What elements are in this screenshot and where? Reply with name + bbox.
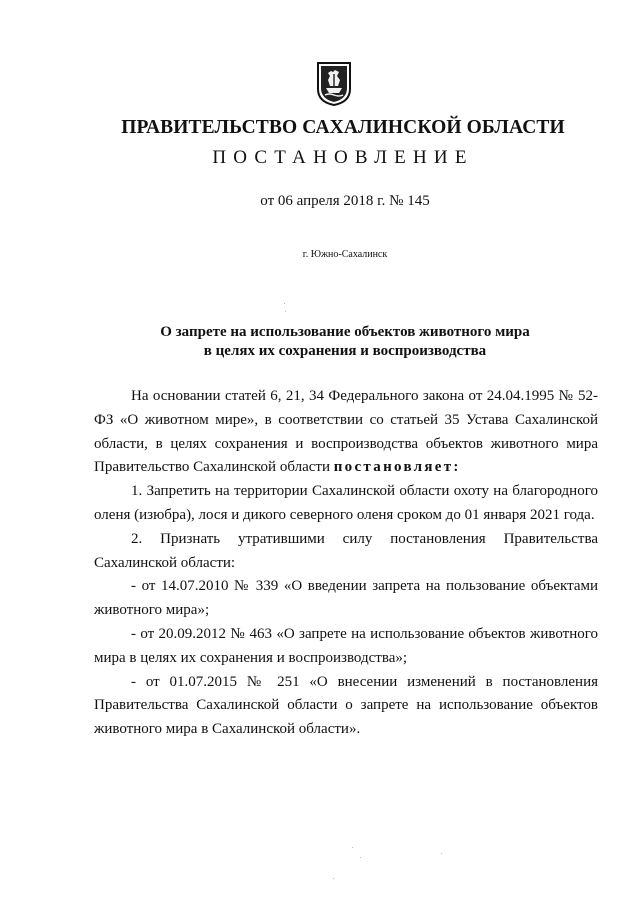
scan-speck xyxy=(333,878,334,879)
decree-word: постановляет: xyxy=(333,459,461,476)
subject-line-2: в целях их сохранения и воспроизводства xyxy=(203,343,487,359)
document-city: г. Южно-Сахалинск xyxy=(302,249,388,260)
scan-speck xyxy=(360,857,361,858)
scan-speck xyxy=(285,311,286,312)
subject-line-1: О запрете на использование объектов животного мира xyxy=(160,324,530,340)
scan-speck xyxy=(441,853,442,854)
preamble-paragraph xyxy=(94,385,598,480)
coat-of-arms-icon xyxy=(317,62,351,106)
document-subject xyxy=(0,323,640,361)
repealed-decree-2: - от 20.09.2012 № 463 «О запрете на использование объектов животного мира в целях их сохранения и воспроизводства»; xyxy=(94,625,598,666)
repealed-decree-1: - от 14.07.2010 № 339 «О введении запрета на пользование объектами животного мира»; xyxy=(94,578,598,619)
document-type: ПОСТАНОВЛЕНИЕ xyxy=(212,147,474,168)
organization-title: ПРАВИТЕЛЬСТВО САХАЛИНСКОЙ ОБЛАСТИ xyxy=(121,117,565,138)
document-body xyxy=(94,385,598,742)
preamble-text: На основании статей 6, 21, 34 Федерального закона от 24.04.1995 № 52-ФЗ «О животном мире», в соответствии со статьей 35 Устава Сахалинской области, в целях сохранения и воспроизводства объектов животного мира Правительство Сахалинской области xyxy=(94,388,598,476)
item-1-paragraph: 1. Запретить на территории Сахалинской области охоту на благородного оленя (изюбра), лося и дикого северного оленя сроком до 01 января 2021 года. xyxy=(94,483,598,523)
scan-speck xyxy=(284,303,285,304)
scan-speck xyxy=(352,847,353,848)
repealed-decree-3: - от 01.07.2015 № 251 «О внесении изменений в постановления Правительства Сахалинской области о запрете на использование объектов животного мира в Сахалинской области». xyxy=(94,673,598,738)
item-2-paragraph: 2. Признать утратившими силу постановления Правительства Сахалинской области: xyxy=(94,530,598,571)
document-date-number: от 06 апреля 2018 г. № 145 xyxy=(260,193,430,209)
